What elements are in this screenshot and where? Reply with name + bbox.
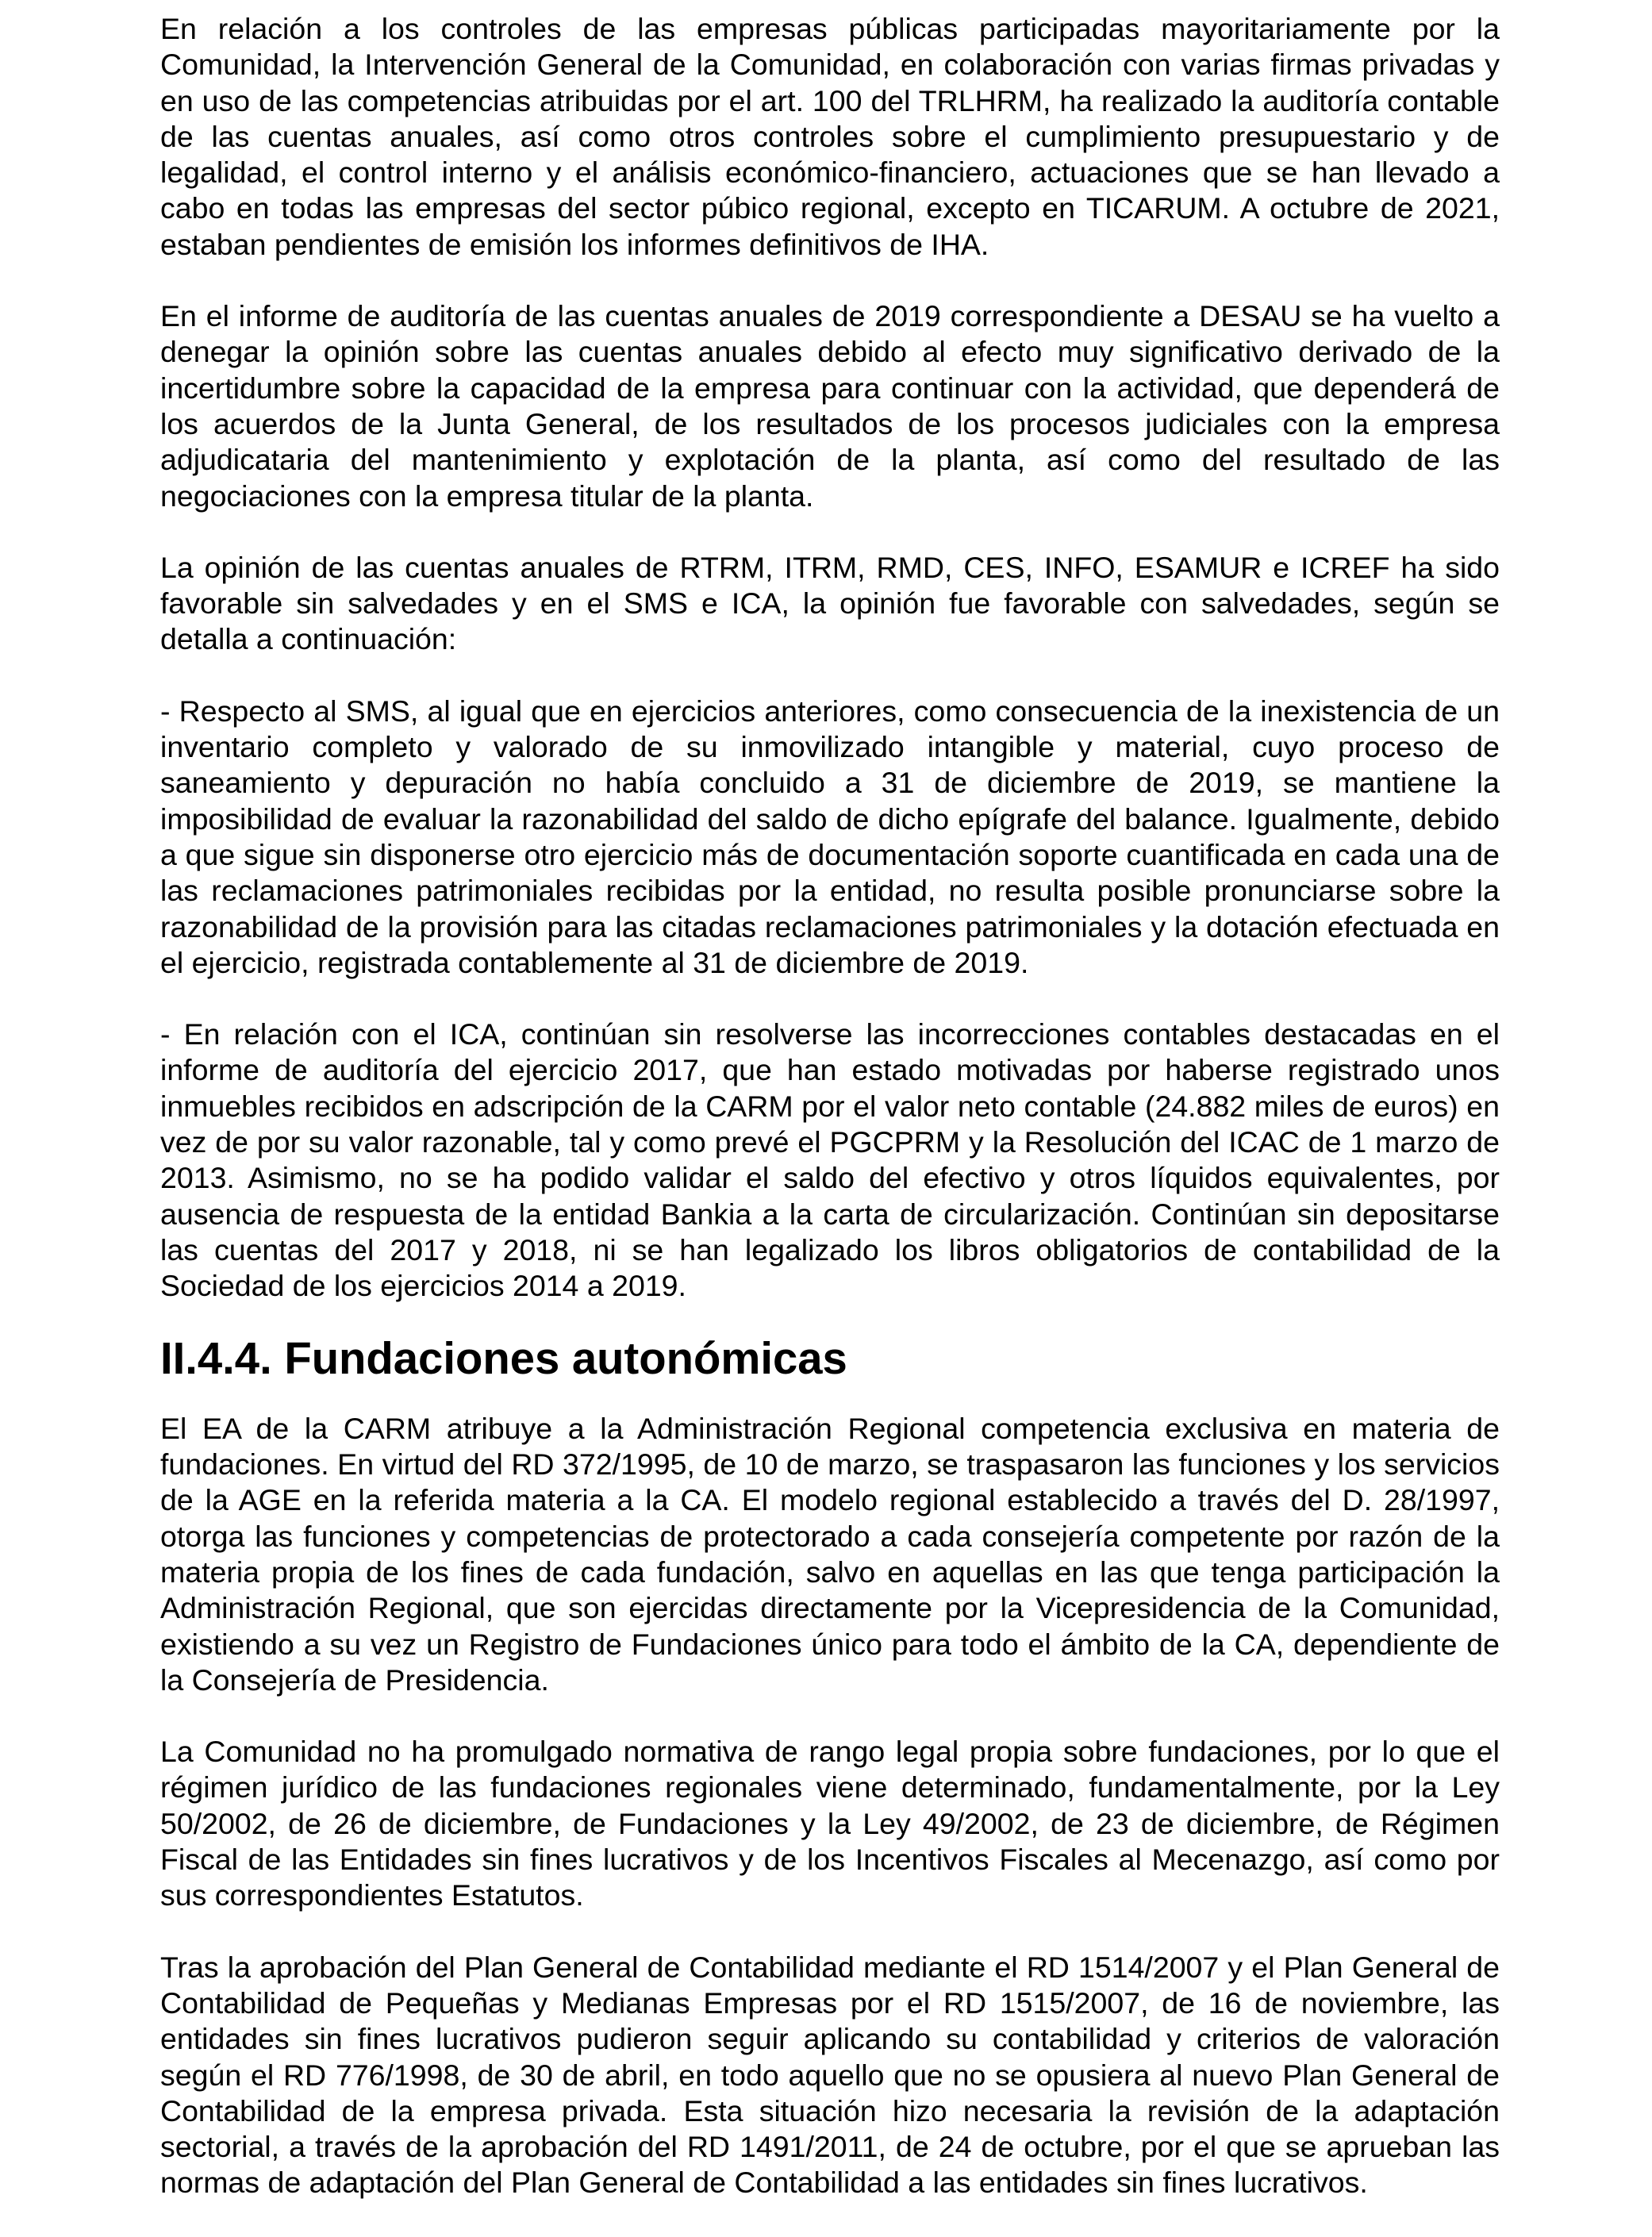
paragraph-competencia-fundaciones: El EA de la CARM atribuye a la Administración Regional competencia exclusiva en materia de fundaciones. En virtud del RD 372/1995, de 10 de marzo, se traspasaron las funciones y los servicios de la AGE en la referida materia a la CA. El modelo regional establecido a través del D. 28/1997, otorga las funciones y competencias de protectorado a cada consejería competente por razón de la materia propia de los fines de cada fundación, salvo en aquellas en las que tenga participación la Administración Regional, que son ejercidas directamente por la Vicepresidencia de la Comunidad, existiendo a su vez un Registro de Fundaciones único para todo el ámbito de la CA, dependiente de la Consejería de Presidencia. <box>160 1411 1500 1697</box>
section-heading-fundaciones: II.4.4. Fundaciones autonómicas <box>160 1332 847 1383</box>
paragraph-controles-empresas: En relación a los controles de las empresas públicas participadas mayoritariamente por la Comunidad, la Intervención General de la Comunidad, en colaboración con varias firmas privadas y en uso de las competencias atribuidas por el art. 100 del TRLHRM, ha realizado la auditoría contable de las cuentas anuales, así como otros controles sobre el cumplimiento presupuestario y de legalidad, el control interno y el análisis económico-financiero, actuaciones que se han llevado a cabo en todas las empresas del sector púbico regional, excepto en TICARUM. A octubre de 2021, estaban pendientes de emisión los informes definitivos de IHA. <box>160 12 1500 261</box>
paragraph-opinion-favorable: La opinión de las cuentas anuales de RTRM, ITRM, RMD, CES, INFO, ESAMUR e ICREF ha sido favorable sin salvedades y en el SMS e ICA, la opinión fue favorable con salvedades, según se detalla a continuación: <box>160 550 1500 656</box>
paragraph-plan-contabilidad: Tras la aprobación del Plan General de Contabilidad mediante el RD 1514/2007 y el Plan General de Contabilidad de Pequeñas y Medianas Empresas por el RD 1515/2007, de 16 de noviembre, las entidades sin fines lucrativos pudieron seguir aplicando su contabilidad y criterios de valoración según el RD 776/1998, de 30 de abril, en todo aquello que no se opusiera al nuevo Plan General de Contabilidad de la empresa privada. Esta situación hizo necesaria la revisión de la adaptación sectorial, a través de la aprobación del RD 1491/2011, de 24 de octubre, por el que se aprueban las normas de adaptación del Plan General de Contabilidad a las entidades sin fines lucrativos. <box>160 1950 1500 2200</box>
paragraph-ica-salvedad: - En relación con el ICA, continúan sin resolverse las incorrecciones contables destacadas en el informe de auditoría del ejercicio 2017, que han estado motivadas por haberse registrado unos inmuebles recibidos en adscripción de la CARM por el valor neto contable (24.882 miles de euros) en vez de por su valor razonable, tal y como prevé el PGCPRM y la Resolución del ICAC de 1 marzo de 2013. Asimismo, no se ha podido validar el saldo del efectivo y otros líquidos equivalentes, por ausencia de respuesta de la entidad Bankia a la carta de circularización. Continúan sin depositarse las cuentas del 2017 y 2018, ni se han legalizado los libros obligatorios de contabilidad de la Sociedad de los ejercicios 2014 a 2019. <box>160 1017 1500 1303</box>
paragraph-desau-opinion: En el informe de auditoría de las cuentas anuales de 2019 correspondiente a DESAU se ha vuelto a denegar la opinión sobre las cuentas anuales debido al efecto muy significativo derivado de la incertidumbre sobre la capacidad de la empresa para continuar con la actividad, que dependerá de los acuerdos de la Junta General, de los resultados de los procesos judiciales con la empresa adjudicataria del mantenimiento y explotación de la planta, así como del resultado de las negociaciones con la empresa titular de la planta. <box>160 299 1500 513</box>
paragraph-sms-salvedad: - Respecto al SMS, al igual que en ejercicios anteriores, como consecuencia de la inexistencia de un inventario completo y valorado de su inmovilizado intangible y material, cuyo proceso de saneamiento y depuración no había concluido a 31 de diciembre de 2019, se mantiene la imposibilidad de evaluar la razonabilidad del saldo de dicho epígrafe del balance. Igualmente, debido a que sigue sin disponerse otro ejercicio más de documentación soporte cuantificada en cada una de las reclamaciones patrimoniales recibidas por la entidad, no resulta posible pronunciarse sobre la razonabilidad de la provisión para las citadas reclamaciones patrimoniales y la dotación efectuada en el ejercicio, registrada contablemente al 31 de diciembre de 2019. <box>160 694 1500 979</box>
paragraph-regimen-juridico: La Comunidad no ha promulgado normativa de rango legal propia sobre fundaciones, por lo que el régimen jurídico de las fundaciones regionales viene determinado, fundamentalmente, por la Ley 50/2002, de 26 de diciembre, de Fundaciones y la Ley 49/2002, de 23 de diciembre, de Régimen Fiscal de las Entidades sin fines lucrativos y de los Incentivos Fiscales al Mecenazgo, así como por sus correspondientes Estatutos. <box>160 1735 1500 1912</box>
document-page <box>160 11 1500 2237</box>
